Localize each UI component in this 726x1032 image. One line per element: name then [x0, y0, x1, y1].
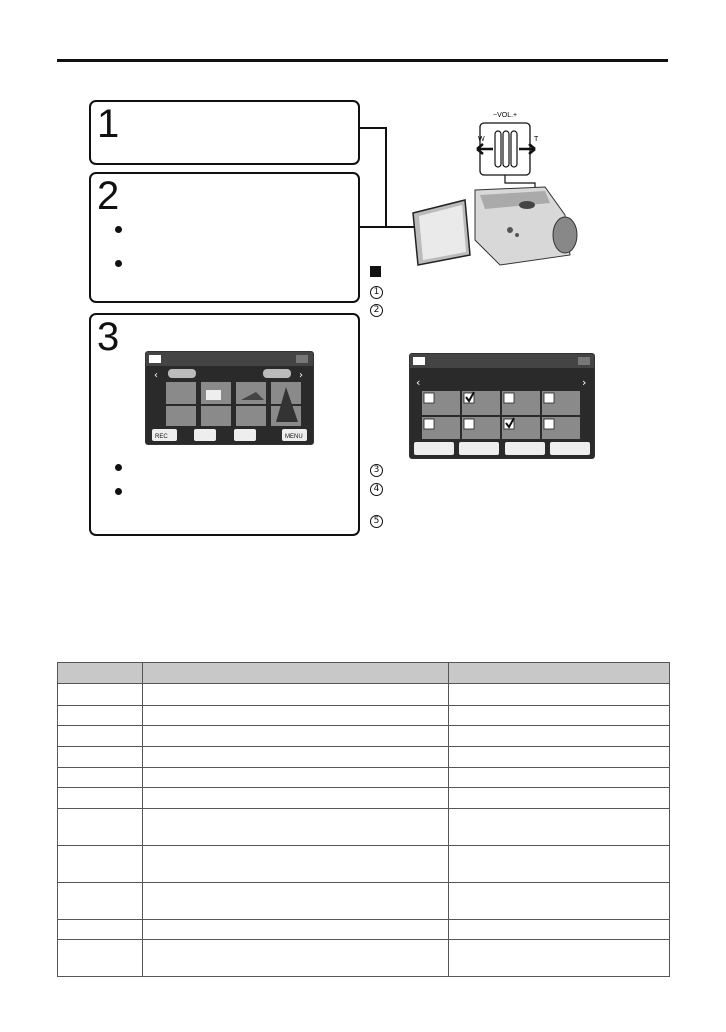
- table-row: [58, 684, 670, 706]
- step-number: 1: [97, 102, 120, 146]
- bullet: [115, 464, 122, 471]
- header-rule: [57, 59, 668, 62]
- index-screen-illustration: [146, 352, 313, 444]
- selection-screen: [409, 353, 595, 459]
- selection-screen-illustration: [410, 354, 594, 458]
- rec-button-label: REC: [155, 434, 168, 440]
- spec-table: [57, 662, 670, 977]
- table-cell: [143, 846, 449, 883]
- table-cell: [58, 788, 143, 809]
- table-row: [58, 920, 670, 940]
- table-header-row: [58, 663, 670, 684]
- table-row: [58, 747, 670, 768]
- table-cell: [58, 883, 143, 920]
- step-number: 2: [97, 174, 120, 218]
- table-cell: [143, 684, 449, 706]
- table-cell: [143, 788, 449, 809]
- table-cell: [58, 768, 143, 788]
- table-cell: [143, 940, 449, 977]
- marker-4: 4: [370, 483, 383, 496]
- vol-label: −VOL.+: [493, 112, 518, 119]
- table-header-cell: [58, 663, 143, 684]
- index-screen: [145, 351, 314, 445]
- table-cell: [58, 846, 143, 883]
- table-row: [58, 788, 670, 809]
- table-row: [58, 809, 670, 846]
- bullet: [115, 488, 122, 495]
- table-cell: [449, 809, 670, 846]
- menu-button-label: MENU: [285, 434, 303, 440]
- table-header-cell: [449, 663, 670, 684]
- marker-1: 1: [370, 286, 383, 299]
- bullet: [115, 260, 122, 267]
- table-row: [58, 726, 670, 747]
- table-cell: [449, 788, 670, 809]
- table-header-cell: [143, 663, 449, 684]
- table-cell: [143, 920, 449, 940]
- table-cell: [143, 809, 449, 846]
- table-cell: [143, 747, 449, 768]
- camcorder-illustration: [405, 105, 585, 270]
- wide-label: W: [478, 136, 485, 143]
- svg-text:‹: ‹: [154, 370, 158, 381]
- table-cell: [143, 883, 449, 920]
- connector: [385, 127, 387, 227]
- table-cell: [58, 684, 143, 706]
- tele-label: T: [534, 136, 539, 143]
- marker-3: 3: [370, 464, 383, 477]
- table-cell: [449, 940, 670, 977]
- marker-2: 2: [370, 304, 383, 317]
- table-cell: [143, 768, 449, 788]
- table-cell: [143, 726, 449, 747]
- table-cell: [58, 940, 143, 977]
- table-cell: [449, 726, 670, 747]
- table-cell: [449, 768, 670, 788]
- step-number: 3: [97, 315, 120, 359]
- table-row: [58, 883, 670, 920]
- table-cell: [449, 747, 670, 768]
- table-cell: [58, 706, 143, 726]
- svg-text:›: ›: [582, 376, 587, 389]
- table-cell: [449, 883, 670, 920]
- table-cell: [449, 706, 670, 726]
- svg-text:‹: ‹: [416, 376, 421, 389]
- connector: [360, 127, 386, 129]
- bullet: [115, 226, 122, 233]
- table-cell: [58, 809, 143, 846]
- table-cell: [449, 846, 670, 883]
- table-cell: [58, 726, 143, 747]
- table-row: [58, 940, 670, 977]
- section-marker-square: [370, 266, 381, 277]
- step-1-box: [89, 100, 360, 165]
- step-3-box: [89, 313, 360, 536]
- table-cell: [143, 706, 449, 726]
- marker-5: 5: [370, 515, 383, 528]
- table-cell: [58, 920, 143, 940]
- svg-text:›: ›: [299, 370, 303, 381]
- table-row: [58, 768, 670, 788]
- table-row: [58, 706, 670, 726]
- table-cell: [449, 920, 670, 940]
- table-row: [58, 846, 670, 883]
- table-cell: [449, 684, 670, 706]
- table-cell: [58, 747, 143, 768]
- step-2-box: [89, 172, 360, 303]
